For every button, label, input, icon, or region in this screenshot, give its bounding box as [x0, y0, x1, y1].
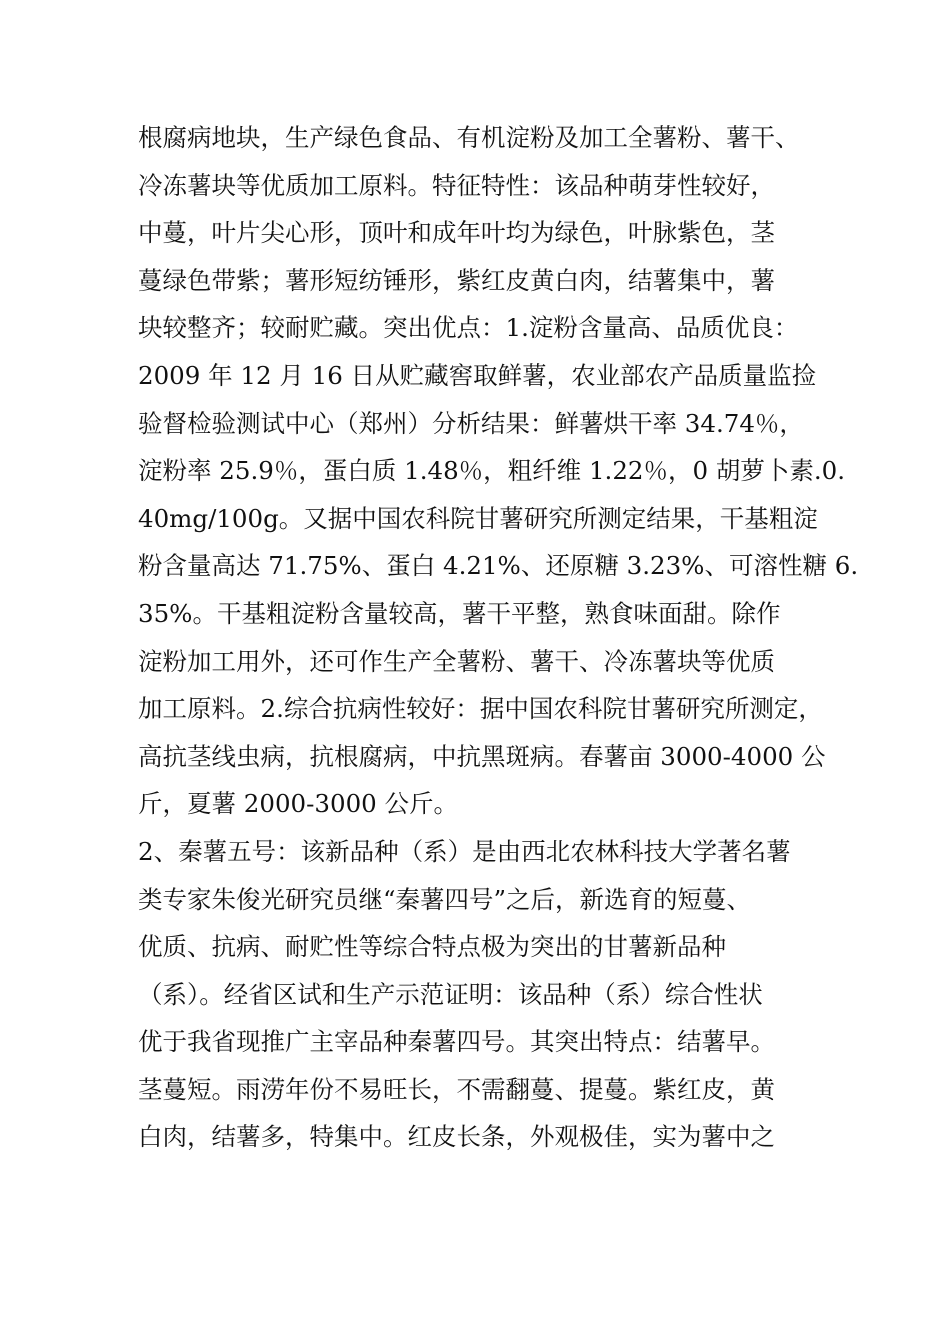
- text-line: 淀粉加工用外，还可作生产全薯粉、薯干、冷冻薯块等优质: [138, 646, 775, 676]
- text-line: 类专家朱俊光研究员继“秦薯四号”之后，新选育的短蔓、: [138, 884, 752, 914]
- text-line: 优质、抗病、耐贮性等综合特点极为突出的甘薯新品种: [138, 932, 726, 962]
- text-line: 2009 年 12 月 16 日从贮藏窖取鲜薯，农业部农产品质量监捡: [138, 360, 817, 390]
- text-line: 中蔓，叶片尖心形，顶叶和成年叶均为绿色，叶脉紫色，茎: [138, 218, 775, 248]
- body-text: [138, 114, 858, 1161]
- text-line: 淀粉率 25.9％，蛋白质 1.48％，粗纤维 1.22％，0 胡萝卜素.0.: [138, 456, 846, 486]
- text-line: （系）。经省区试和生产示范证明：该品种（系）综合性状: [138, 979, 763, 1009]
- text-line: 蔓绿色带紫；薯形短纺锤形，紫红皮黄白肉，结薯集中，薯: [138, 265, 775, 295]
- text-line: 根腐病地块，生产绿色食品、有机淀粉及加工全薯粉、薯干、: [138, 123, 800, 152]
- text-line: 斤，夏薯 2000-3000 公斤。: [138, 789, 459, 819]
- text-line: 35%。干基粗淀粉含量较高，薯干平整，熟食味面甜。除作: [138, 598, 781, 628]
- text-line: 白肉，结薯多，特集中。红皮长条，外观极佳，实为薯中之: [138, 1122, 775, 1152]
- text-line: 高抗茎线虫病，抗根腐病，中抗黑斑病。春薯亩 3000-4000 公: [138, 741, 826, 771]
- text-line: 冷冻薯块等优质加工原料。特征特性：该品种萌芽性较好，: [138, 170, 775, 200]
- text-line: 优于我省现推广主宰品种秦薯四号。其突出特点：结薯早。: [138, 1027, 775, 1057]
- text-line: 粉含量高达 71.75%、蛋白 4.21%、还原糖 3.23%、可溶性糖 6.: [138, 551, 859, 581]
- text-line: 40mg/100g。又据中国农科院甘薯研究所测定结果，干基粗淀: [138, 503, 818, 533]
- text-line: 加工原料。2.综合抗病性较好：据中国农科院甘薯研究所测定，: [138, 694, 823, 724]
- text-line: 块较整齐；较耐贮藏。突出优点：1.淀粉含量高、品质优良：: [138, 313, 799, 343]
- text-line: 验督检验测试中心（郑州）分析结果：鲜薯烘干率 34.74％，: [138, 408, 804, 438]
- text-line: 2、秦薯五号：该新品种（系）是由西北农林科技大学著名薯: [138, 836, 791, 866]
- text-line: 茎蔓短。雨涝年份不易旺长，不需翻蔓、提蔓。紫红皮，黄: [138, 1074, 775, 1104]
